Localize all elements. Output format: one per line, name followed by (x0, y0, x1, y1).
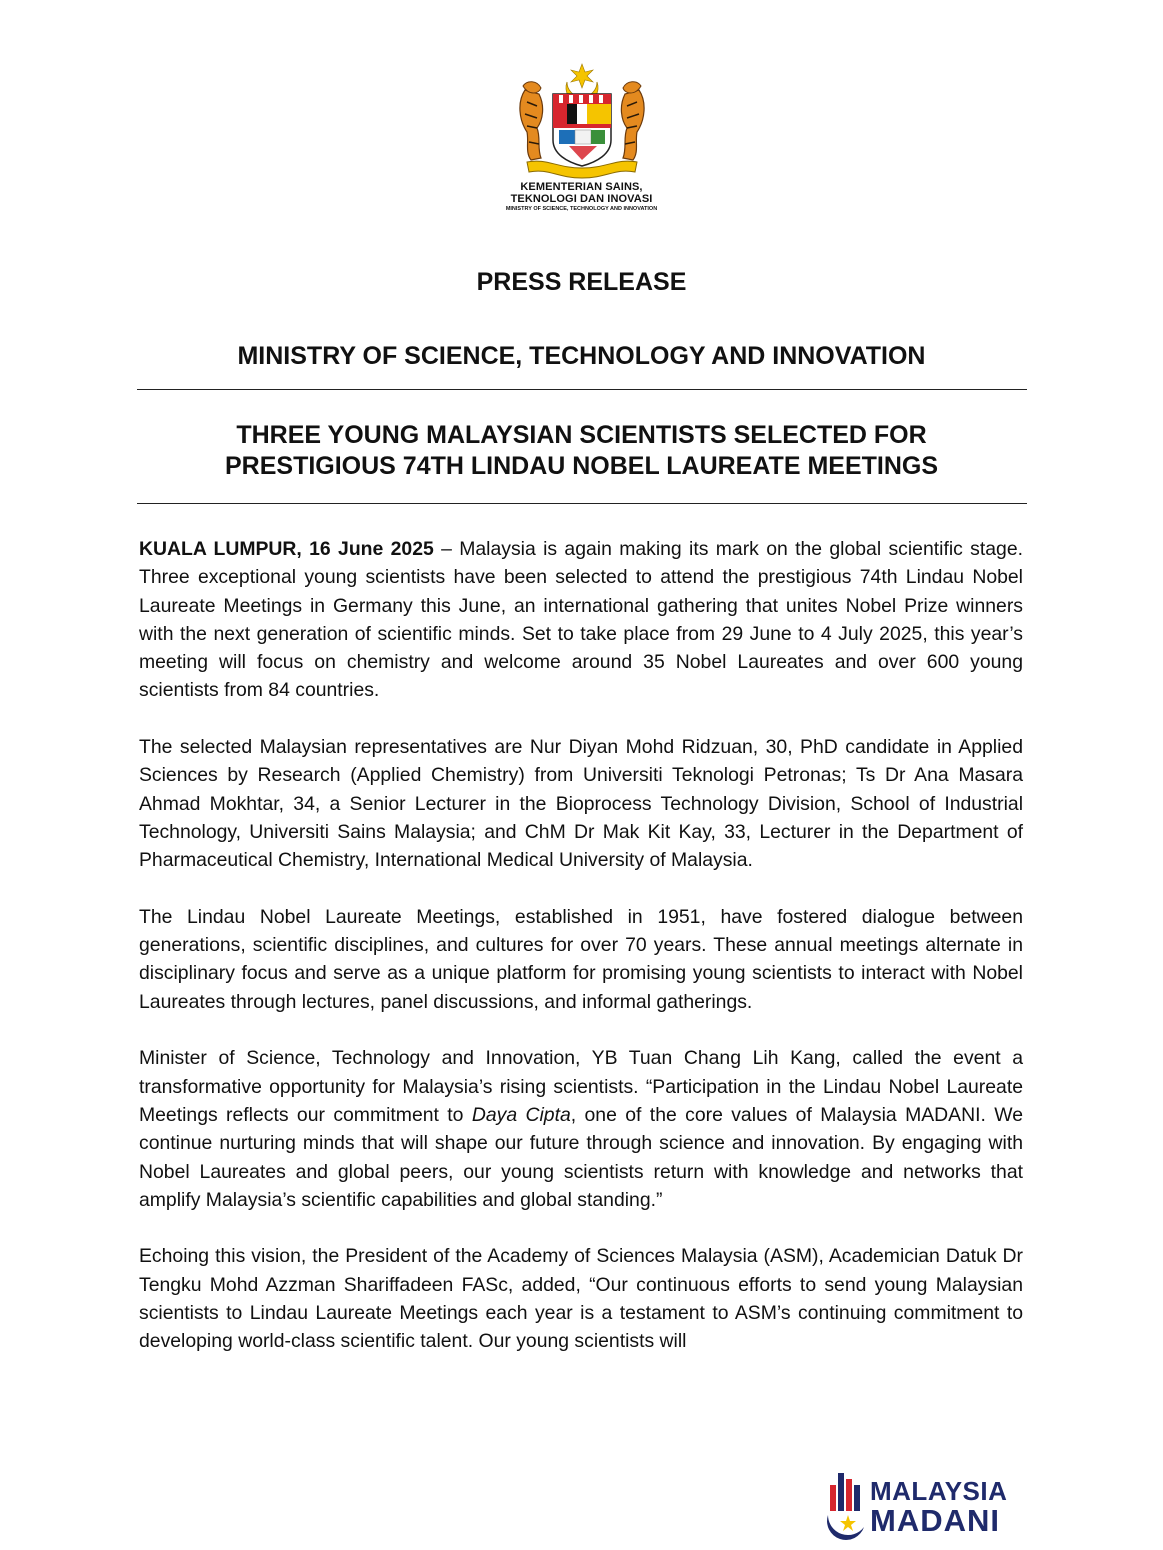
divider-bottom (137, 503, 1027, 504)
malaysia-madani-logo (824, 1471, 1014, 1541)
paragraph-3: The Lindau Nobel Laureate Meetings, established in 1951, have fostered dialogue between generations, scientific disciplines, and cultures for over 70 years. These annual meetings alternate in disciplinary focus and serve as a unique platform for promising young scientists to interact with Nobel Laureates through lectures, panel discussions, and informal gatherings. (139, 905, 1023, 1013)
doc-type-heading: PRESS RELEASE (476, 268, 687, 296)
ministry-name-en: MINISTRY OF SCIENCE, TECHNOLOGY AND INNOVATION (505, 206, 658, 212)
issuer-heading: MINISTRY OF SCIENCE, TECHNOLOGY AND INNOVATION (237, 342, 926, 370)
madani-line1: MALAYSIA (870, 1476, 1008, 1506)
madani-wordmark (870, 1476, 1008, 1538)
release-title-line1: THREE YOUNG MALAYSIAN SCIENTISTS SELECTED FOR (236, 421, 927, 449)
release-title (0, 420, 1163, 482)
press-release-body (139, 535, 1023, 1356)
paragraph-2: The selected Malaysian representatives are Nur Diyan Mohd Ridzuan, 30, PhD candidate in Applied Sciences by Research (Applied Chemistry) from Universiti Teknologi Petronas; Ts Dr Ana Masara Ahmad Mokhtar, 34, a Senior Lecturer in the Bioprocess Technology Division, School of Industrial Technology, Universiti Sains Malaysia; and ChM Dr Mak Kit Kay, 33, Lecturer in the Department of Pharmaceutical Chemistry, International Medical University of Malaysia. (139, 736, 1023, 872)
paragraph-5: Echoing this vision, the President of the Academy of Sciences Malaysia (ASM), Academician Datuk Dr Tengku Mohd Azzman Shariffadeen FASc, added, “Our continuous efforts to send young Malaysian scientists to Lindau Laureate Meetings each year is a testament to ASM’s continuing commitment to developing world-class scientific talent. Our young scientists will (139, 1245, 1023, 1353)
ministry-logo (500, 62, 663, 213)
madani-line2: MADANI (870, 1503, 1000, 1538)
malaysia-coat-of-arms-icon (507, 62, 657, 180)
paragraph-4-italic: Daya Cipta (471, 1103, 571, 1126)
paragraph-4 (139, 1044, 1023, 1214)
paragraph-4-part-a: Minister of Science, Technology and Innovation, YB Tuan Chang Lih Kang, called the event a transformative opportunity for Malaysia’s rising scientists. “Participation in the Lindau Nobel Laureate Meetings reflects our commitment to (139, 1047, 1023, 1126)
release-title-line2: PRESTIGIOUS 74TH LINDAU NOBEL LAUREATE MEETINGS (224, 452, 939, 480)
paragraph-1-text: – Malaysia is again making its mark on the global scientific stage. Three exceptional young scientists have been selected to attend the prestigious 74th Lindau Nobel Laureate Meetings in Germany this June, an international gathering that unites Nobel Prize winners with the next generation of scientific minds. Set to take place from 29 June to 4 July 2025, this year’s meeting will focus on chemistry and welcome around 35 Nobel Laureates and over 600 young scientists from 84 countries. (139, 538, 1023, 702)
ministry-name-ms-line2: TEKNOLOGI DAN INOVASI (510, 193, 653, 205)
paragraph-4-part-b: , one of the core values of Malaysia MADANI. We continue nurturing minds that will shape our future through science and innovation. By engaging with Nobel Laureates and global peers, our young scientists return with knowledge and networks that amplify Malaysia’s scientific capabilities and global standing.” (139, 1103, 1023, 1211)
ministry-name-ms (500, 181, 663, 205)
malaysia-madani-logo-icon (824, 1471, 870, 1541)
ministry-name-ms-line1: KEMENTERIAN SAINS, (520, 181, 643, 193)
paragraph-1 (139, 535, 1023, 705)
dateline: KUALA LUMPUR, 16 June 2025 (139, 538, 434, 560)
divider-top (137, 389, 1027, 390)
